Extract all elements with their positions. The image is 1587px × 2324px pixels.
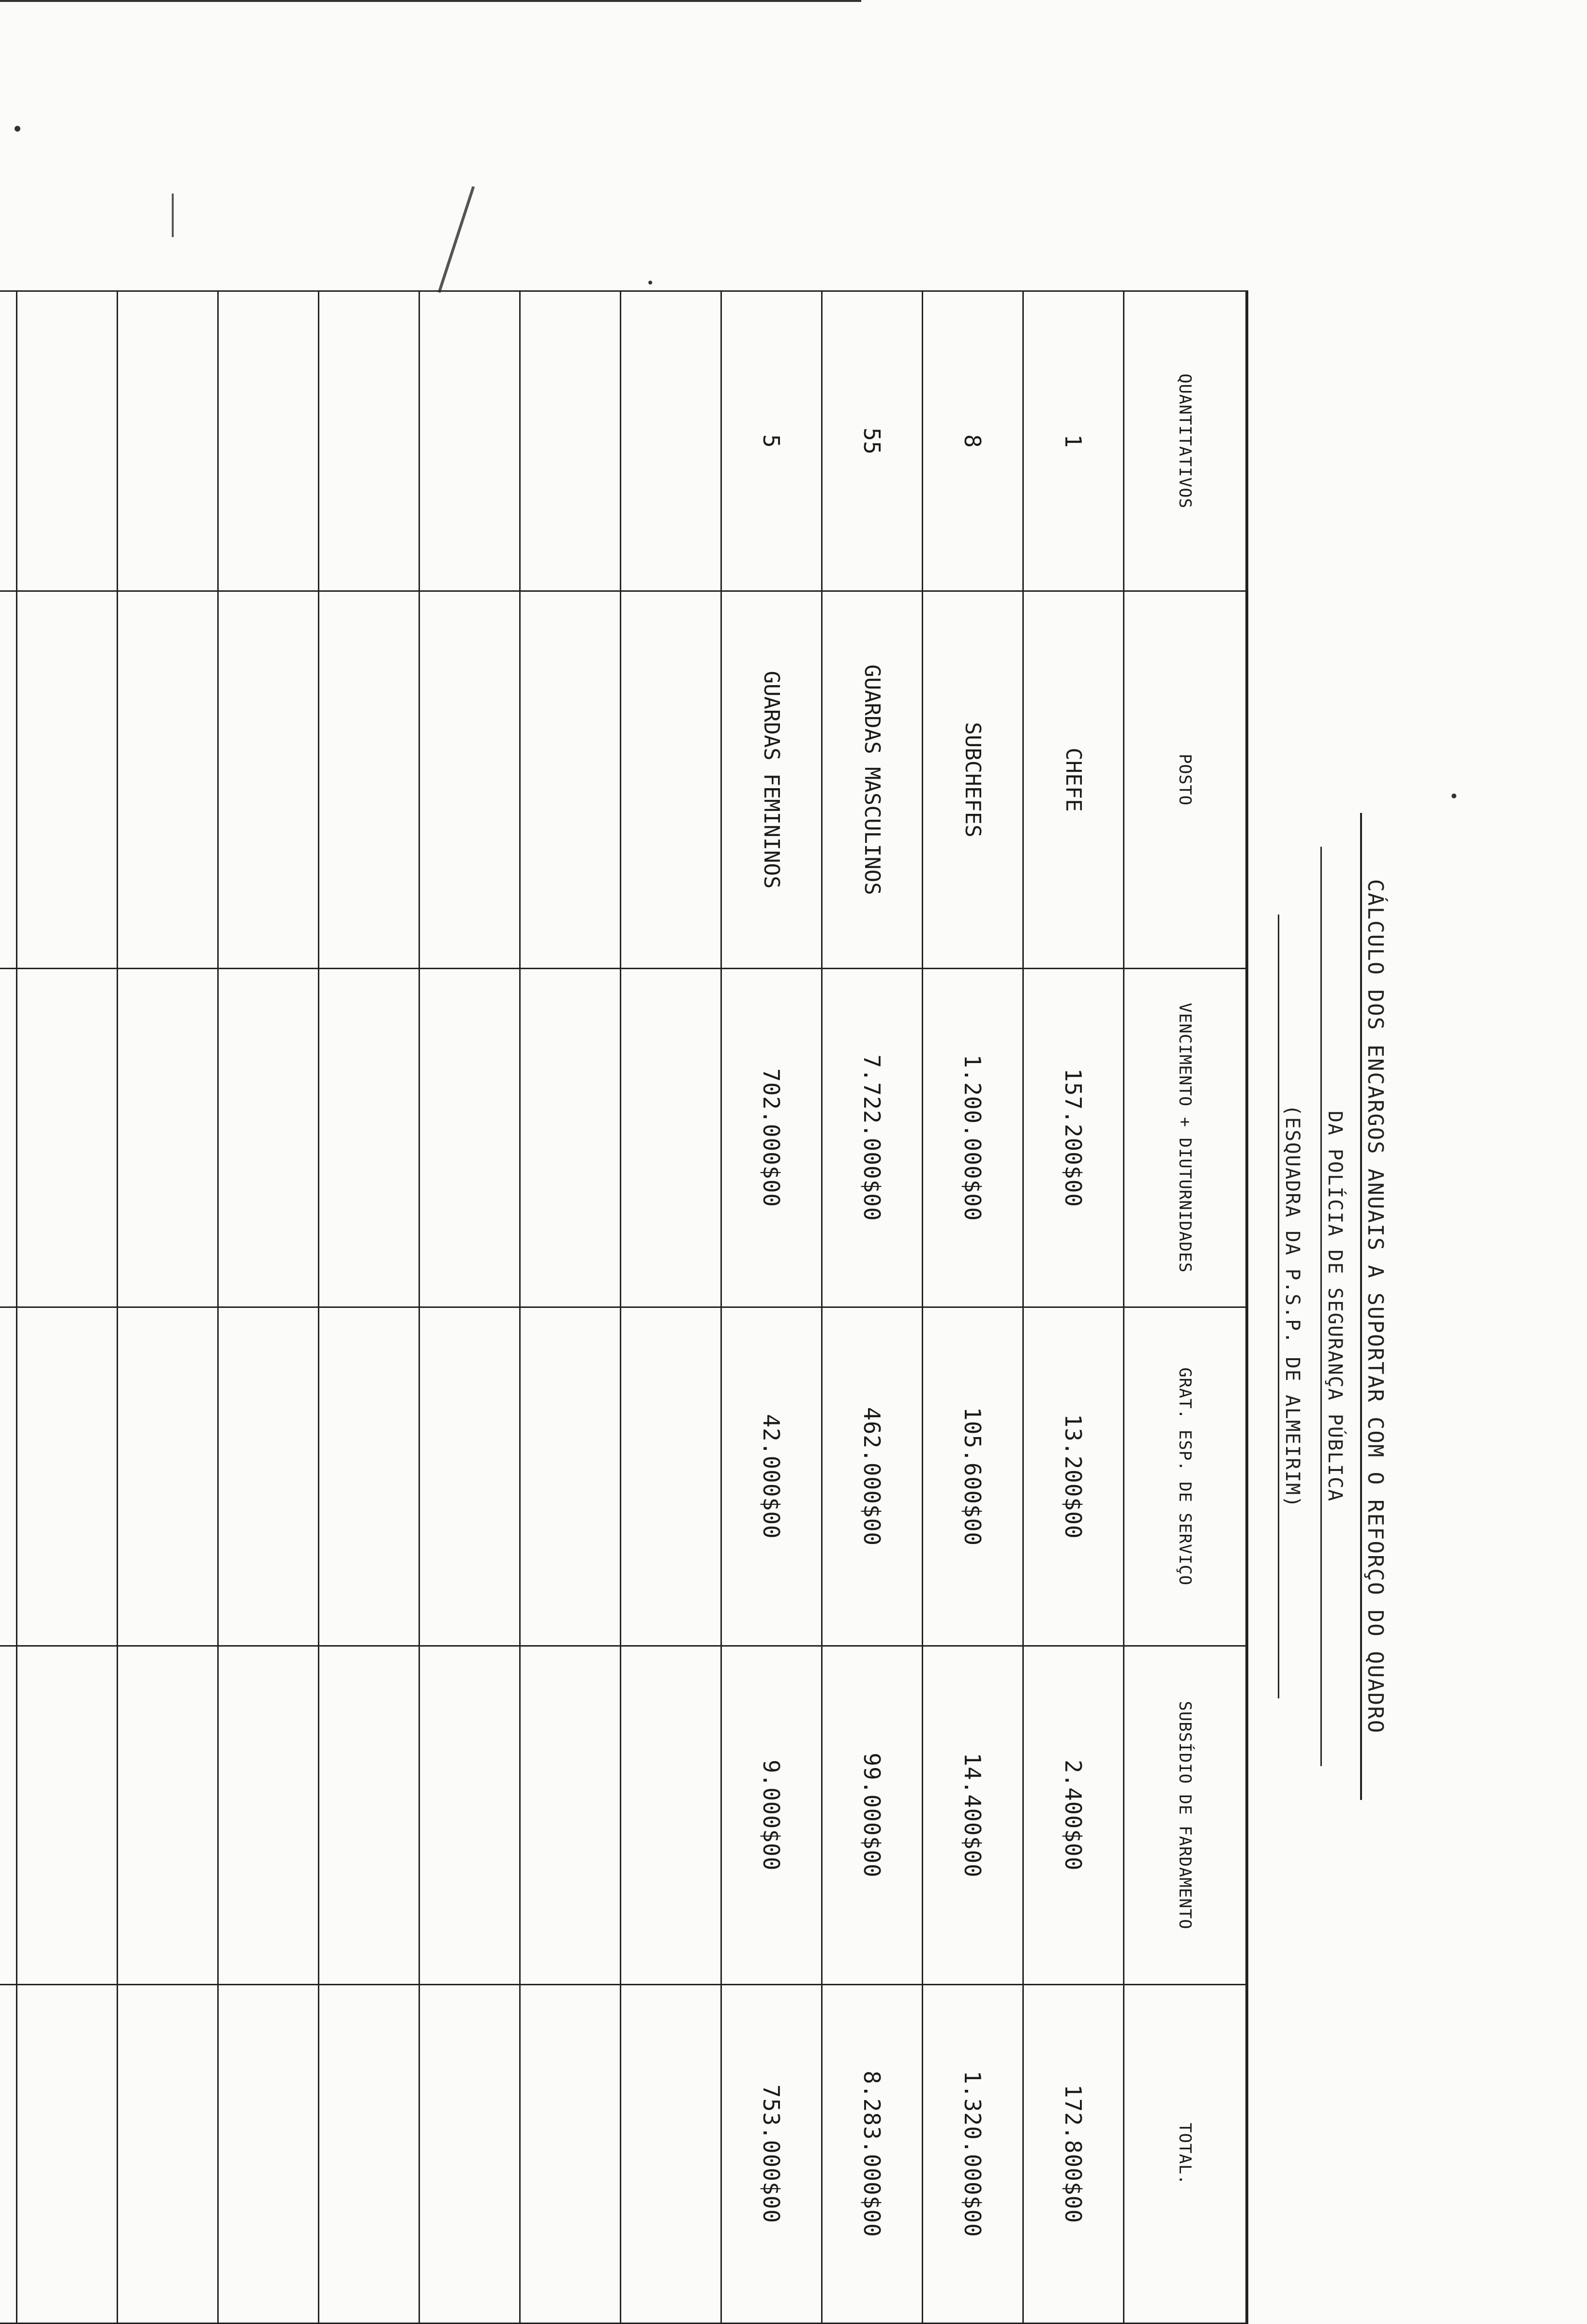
cell-quantitativo: 8: [923, 291, 1023, 591]
empty-row: [0, 291, 17, 2324]
header-vencimento: VENCIMENTO + DIUTURNIDADES: [1124, 969, 1247, 1307]
scan-mark: [438, 186, 475, 293]
empty-row: [118, 291, 218, 2324]
table-row: [1023, 291, 1124, 2324]
scan-speck: [648, 281, 652, 285]
table-row: [822, 291, 923, 2324]
document-subtitle: DA POLÍCIA DE SEGURANÇA PÚBLICA: [1320, 847, 1346, 1766]
scan-speck: [1452, 794, 1456, 798]
cell-vencimento: 702.000$00: [721, 969, 822, 1307]
table-row: [721, 291, 822, 2324]
header-quantitativos: QUANTITATIVOS: [1124, 291, 1247, 591]
empty-row: [17, 291, 118, 2324]
empty-row: [319, 291, 419, 2324]
cell-subsidio: 9.000$00: [721, 1646, 822, 1985]
cell-gratificacao: 42.000$00: [721, 1307, 822, 1646]
cell-posto: SUBCHEFES: [923, 591, 1023, 969]
table-row: [923, 291, 1023, 2324]
cell-posto: CHEFE: [1023, 591, 1124, 969]
table-header-row: [1124, 291, 1247, 2324]
cell-gratificacao: 105.600$00: [923, 1307, 1023, 1646]
header-gratificacao: GRAT. ESP. DE SERVIÇO: [1124, 1307, 1247, 1646]
cell-vencimento: 7.722.000$00: [822, 969, 923, 1307]
cell-subsidio: 99.000$00: [822, 1646, 923, 1985]
cell-quantitativo: 5: [721, 291, 822, 591]
empty-row: [218, 291, 319, 2324]
scan-speck: [15, 126, 20, 132]
cell-subsidio: 2.400$00: [1023, 1646, 1124, 1985]
cell-posto: GUARDAS MASCULINOS: [822, 591, 923, 969]
header-subsidio: SUBSÍDIO DE FARDAMENTO: [1124, 1646, 1247, 1985]
cell-total: 8.283.000$00: [822, 1985, 923, 2324]
cell-subsidio: 14.400$00: [923, 1646, 1023, 1985]
cell-total: 172.800$00: [1023, 1985, 1124, 2324]
cell-posto: GUARDAS FEMININOS: [721, 591, 822, 969]
empty-row: [520, 291, 621, 2324]
cell-gratificacao: 462.000$00: [822, 1307, 923, 1646]
encargos-table: [0, 290, 1248, 2324]
empty-row: [621, 291, 721, 2324]
document-title: CÁLCULO DOS ENCARGOS ANUAIS A SUPORTAR COM O REFORÇO DO QUADRO: [1360, 813, 1388, 1800]
cell-total: 753.000$00: [721, 1985, 822, 2324]
rotated-document: [92, 290, 1398, 2323]
cell-total: 1.320.000$00: [923, 1985, 1023, 2324]
empty-row: [419, 291, 520, 2324]
scan-mark: [172, 194, 174, 237]
header-posto: POSTO: [1124, 591, 1247, 969]
cell-quantitativo: 1: [1023, 291, 1124, 591]
cell-vencimento: 1.200.000$00: [923, 969, 1023, 1307]
cell-quantitativo: 55: [822, 291, 923, 591]
top-border-line: [0, 0, 861, 2]
header-total: TOTAL.: [1124, 1985, 1247, 2324]
cell-gratificacao: 13.200$00: [1023, 1307, 1124, 1646]
cell-vencimento: 157.200$00: [1023, 969, 1124, 1307]
document-subtitle-location: (ESQUADRA DA P.S.P. DE ALMEIRIM): [1278, 915, 1303, 1698]
